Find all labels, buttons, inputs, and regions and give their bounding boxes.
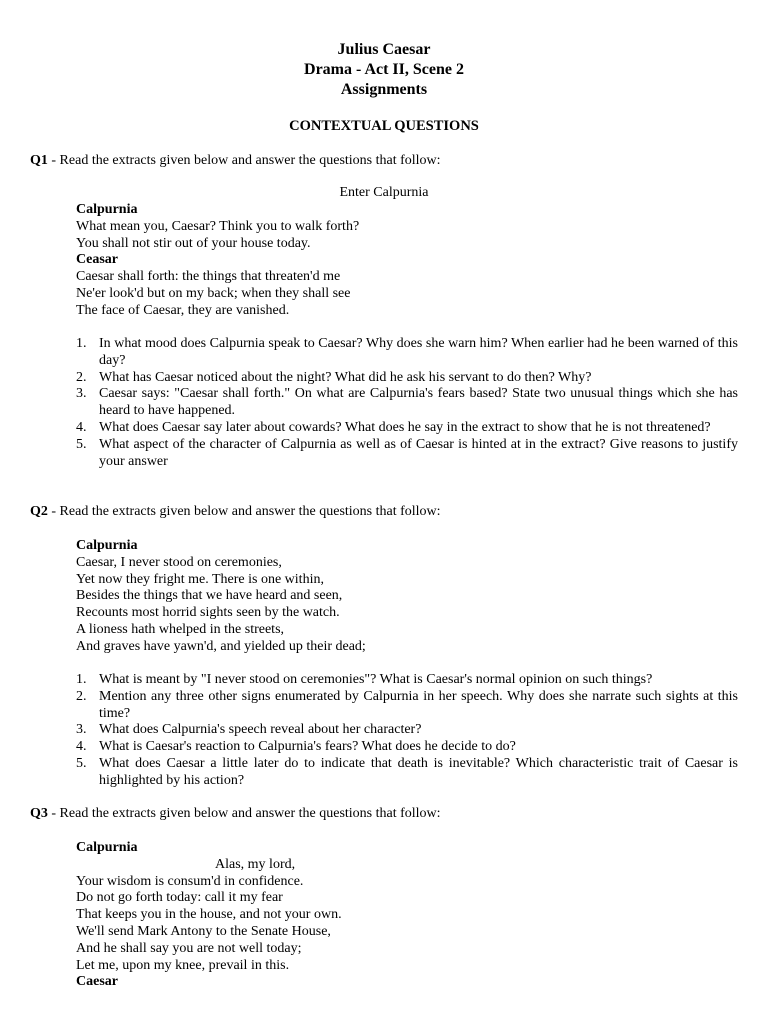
verse-line: The face of Caesar, they are vanished.	[76, 302, 290, 318]
document-subtitle: Drama - Act II, Scene 2	[304, 61, 464, 78]
verse-line: Besides the things that we have heard and seen,	[76, 588, 343, 604]
q2-label: Q2	[30, 504, 48, 519]
question-item: 5. What does Caesar a little later do to indicate that death is inevitable? Which characteristic trait of Caesar is highlighted by his action?	[76, 755, 738, 788]
assignments-heading: Assignments	[340, 81, 428, 98]
q3-label: Q3	[30, 806, 48, 821]
document-title: Julius Caesar	[337, 41, 431, 58]
q3-intro	[30, 806, 441, 823]
verse-line: Yet now they fright me. There is one within,	[76, 571, 324, 587]
verse-line-indented: Alas, my lord,	[215, 856, 296, 872]
question-item: 3. Caesar says: "Caesar shall forth." On what are Calpurnia's fears based? State two unusual things which she has heard to have happened.	[76, 386, 738, 419]
question-item: 1. What is meant by "I never stood on ceremonies"? What is Caesar's normal opinion on such things?	[76, 672, 653, 687]
section-heading: CONTEXTUAL QUESTIONS	[289, 118, 479, 134]
verse-line: We'll send Mark Antony to the Senate House,	[76, 923, 331, 939]
question-item: 1. In what mood does Calpurnia speak to Caesar? Why does she warn him? When earlier had he been warned of this day?	[76, 336, 738, 368]
verse-line: Let me, upon my knee, prevail in this.	[76, 957, 290, 973]
verse-line: And he shall say you are not well today;	[76, 940, 302, 956]
q2-extract	[76, 538, 738, 656]
verse-line: A lioness hath whelped in the streets,	[76, 621, 285, 637]
q1-speaker-caesar: Ceasar	[76, 252, 118, 268]
question-item: 4. What does Caesar say later about cowards? What does he say in the extract to show that he is not threatened?	[76, 419, 711, 435]
question-item: 2. Mention any three other signs enumerated by Calpurnia in her speech. Why does she narrate such sights at this time?	[76, 688, 738, 721]
q1-intro	[30, 153, 441, 170]
verse-line: What mean you, Caesar? Think you to walk forth?	[76, 218, 360, 234]
q3-instruction: - Read the extracts given below and answer the questions that follow:	[47, 806, 441, 821]
verse-line: You shall not stir out of your house today.	[76, 235, 311, 251]
question-item: 5. What aspect of the character of Calpurnia as well as of Caesar is hinted at in the extract? Give reasons to justify your answer	[76, 436, 738, 469]
verse-line: Your wisdom is consum'd in confidence.	[76, 873, 304, 889]
q2-intro	[30, 504, 441, 521]
q2-question-list	[76, 672, 738, 790]
q3-speaker-caesar: Caesar	[76, 974, 118, 990]
q3-extract	[76, 840, 738, 991]
q2-speaker-calpurnia: Calpurnia	[76, 538, 138, 553]
document-header	[0, 40, 768, 100]
verse-line: Recounts most horrid sights seen by the watch.	[76, 605, 340, 621]
q1-speaker-calpurnia: Calpurnia	[76, 202, 138, 217]
q1-stage-direction: Enter Calpurnia	[339, 185, 429, 200]
verse-line: Ne'er look'd but on my back; when they shall see	[76, 285, 351, 301]
q1-instruction: - Read the extracts given below and answer the questions that follow:	[47, 153, 441, 168]
q1-label: Q1	[30, 153, 48, 168]
verse-line: Do not go forth today: call it my fear	[76, 890, 283, 906]
verse-line: And graves have yawn'd, and yielded up their dead;	[76, 638, 366, 654]
q3-speaker-calpurnia: Calpurnia	[76, 840, 138, 855]
q1-question-list	[76, 336, 738, 470]
question-item: 3. What does Calpurnia's speech reveal about her character?	[76, 722, 422, 738]
verse-line: Caesar, I never stood on ceremonies,	[76, 554, 282, 570]
q2-instruction: - Read the extracts given below and answer the questions that follow:	[47, 504, 441, 519]
question-item: 2. What has Caesar noticed about the night? What did he ask his servant to do then? Why?	[76, 369, 592, 385]
q1-extract	[76, 202, 738, 320]
verse-line: That keeps you in the house, and not your own.	[76, 907, 342, 923]
verse-line: Caesar shall forth: the things that threaten'd me	[76, 269, 341, 285]
question-item: 4. What is Caesar's reaction to Calpurnia's fears? What does he decide to do?	[76, 739, 516, 755]
